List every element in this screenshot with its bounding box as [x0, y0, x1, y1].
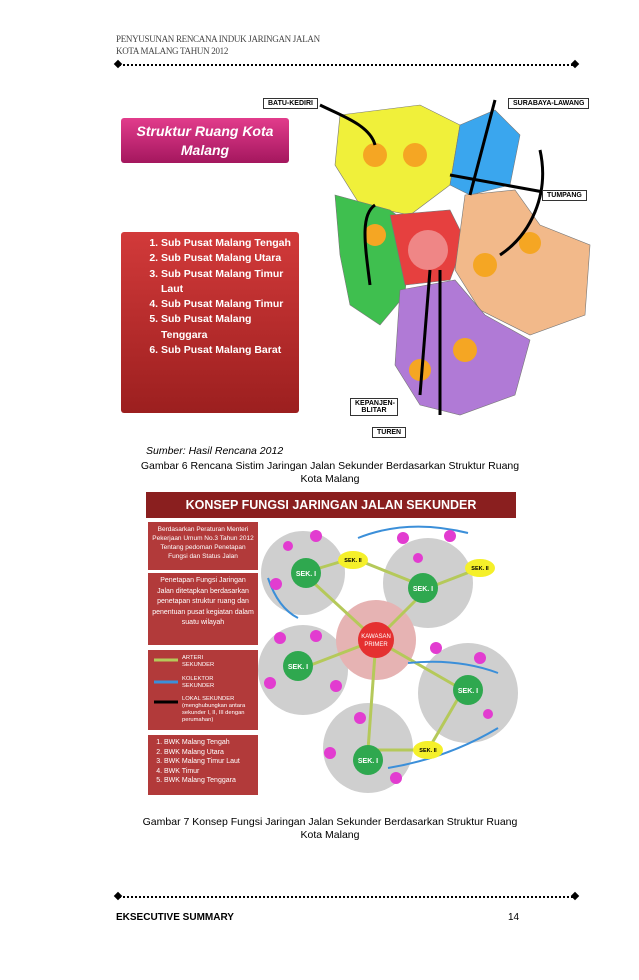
rule-diamond-right — [571, 892, 579, 900]
figure6-caption — [110, 460, 550, 486]
concept-graphic — [258, 518, 523, 800]
label-batu-kediri: BATU-KEDIRI — [263, 98, 318, 109]
legend-lokal: LOKAL SEKUNDER (menghubungkan antara sekunder I, II, III dengan perumahan) — [182, 696, 246, 723]
figure7-caption-line2: Kota Malang — [300, 829, 360, 841]
bwk-list — [148, 735, 258, 795]
figure6-caption-line1: Gambar 6 Rencana Sistim Jaringan Jalan Sekunder Berdasarkan Struktur Ruang — [140, 460, 520, 472]
concept-diagram — [258, 518, 523, 800]
sek1-label: SEK. I — [295, 571, 317, 578]
map-graphic — [300, 95, 600, 435]
sub-center-list — [121, 232, 299, 413]
sek1-label: SEK. I — [287, 664, 309, 671]
figure7-caption — [110, 816, 550, 842]
legend-arteri: ARTERI SEKUNDER — [182, 655, 215, 668]
list-item: 2. BWK Malang Utara — [164, 748, 254, 758]
list-item: 5. Sub Pusat Malang Tenggara — [161, 312, 293, 343]
list-item: 5. BWK Malang Tenggara — [164, 776, 254, 786]
footer-title: EKSECUTIVE SUMMARY — [116, 912, 234, 923]
structure-map — [300, 95, 600, 435]
center-malang-tengah — [408, 230, 448, 270]
sek1-label: SEK. I — [457, 688, 479, 695]
sek1-label: SEK. I — [412, 586, 434, 593]
map-title: Struktur Ruang Kota Malang — [121, 118, 289, 163]
center-tenggara — [453, 338, 477, 362]
list-item: 4. Sub Pusat Malang Timur — [161, 297, 293, 312]
list-item: 4. BWK Timur — [164, 767, 254, 777]
primary-label-1: KAWASAN — [361, 634, 391, 640]
center-utara — [363, 143, 387, 167]
legend-box — [148, 650, 258, 730]
footer-rule — [116, 896, 576, 898]
sek2-label: SEK. II — [344, 558, 362, 564]
label-kepanjen-blitar: KEPANJEN-BLITAR — [350, 398, 398, 416]
list-item: 6. Sub Pusat Malang Barat — [161, 343, 293, 358]
header-title-line1: PENYUSUNAN RENCANA INDUK JARINGAN JALAN — [116, 34, 320, 44]
header-title-line2: KOTA MALANG TAHUN 2012 — [116, 46, 229, 56]
label-tumpang: TUMPANG — [542, 190, 587, 201]
list-item: 3. BWK Malang Timur Laut — [164, 757, 254, 767]
sek2-label: SEK. II — [419, 748, 437, 754]
list-item: 1. Sub Pusat Malang Tengah — [161, 236, 293, 251]
list-item: 2. Sub Pusat Malang Utara — [161, 251, 293, 266]
center-barat — [364, 224, 386, 246]
determination-box: Penetapan Fungsi Jaringan Jalan ditetapkan berdasarkan penetapan struktur ruang dan penentuan pusat kegiatan dalam suatu wilayah — [148, 573, 258, 645]
list-item: 3. Sub Pusat Malang Timur Laut — [161, 267, 293, 298]
rule-diamond-right — [571, 60, 579, 68]
header-rule — [116, 64, 576, 66]
center-timur — [473, 253, 497, 277]
regulation-box: Berdasarkan Peraturan Menteri Pekerjaan Umum No.3 Tahun 2012 Tentang pedoman Penetapan Fungsi dan Status Jalan — [148, 522, 258, 570]
center-timur-laut — [403, 143, 427, 167]
legend-kolektor: KOLEKTOR SEKUNDER — [182, 676, 215, 689]
sek2-label: SEK. II — [471, 566, 489, 572]
sek1-label: SEK. I — [357, 758, 379, 765]
figure7-title: KONSEP FUNGSI JARINGAN JALAN SEKUNDER — [146, 492, 516, 518]
figure6-source: Sumber: Hasil Rencana 2012 — [146, 445, 284, 457]
label-turen: TUREN — [372, 427, 406, 438]
page-number: 14 — [508, 912, 520, 923]
primary-label-2: PRIMER — [364, 642, 388, 648]
figure7-caption-line1: Gambar 7 Konsep Fungsi Jaringan Jalan Sekunder Berdasarkan Struktur Ruang — [142, 816, 518, 828]
label-surabaya-lawang: SURABAYA-LAWANG — [508, 98, 589, 109]
list-item: 1. BWK Malang Tengah — [164, 738, 254, 748]
figure6-caption-line2: Kota Malang — [300, 473, 360, 485]
